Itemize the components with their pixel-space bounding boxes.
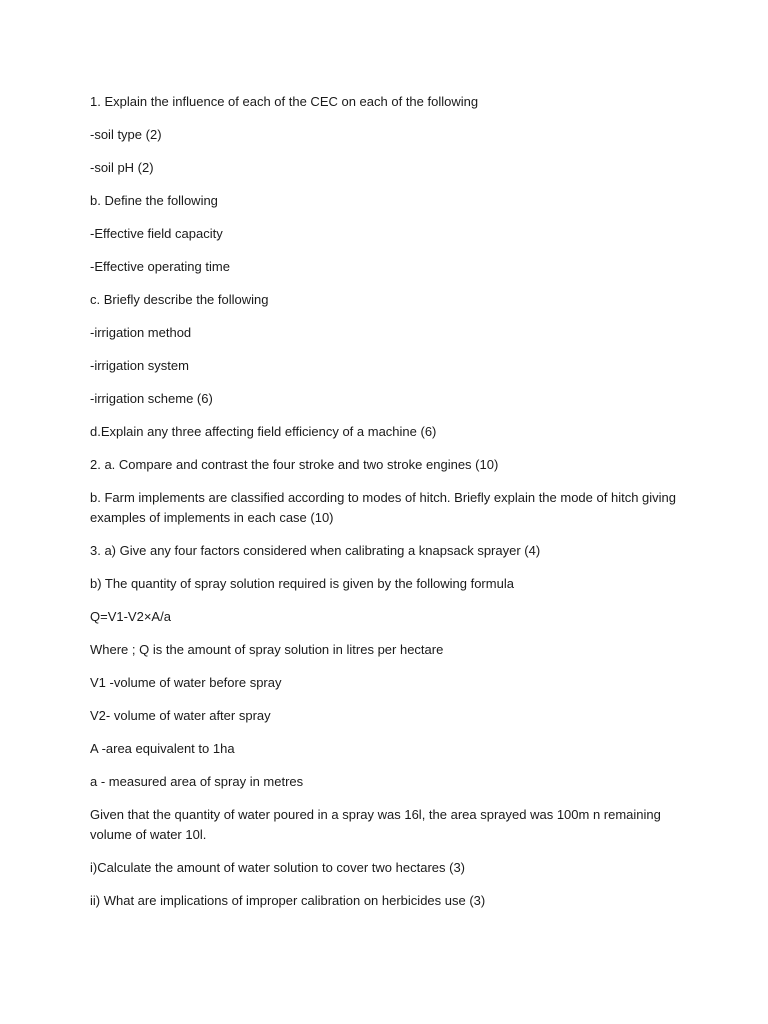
- document-page: [90, 92, 680, 924]
- question-2b: b. Farm implements are classified according to modes of hitch. Briefly explain the mode of hitch giving examples of implements in each case (10): [90, 490, 676, 525]
- formula: Q=V1-V2×A/a: [90, 609, 171, 624]
- formula-where-q: Where ; Q is the amount of spray solution in litres per hectare: [90, 642, 444, 657]
- item-irrigation-scheme: -irrigation scheme (6): [90, 391, 213, 406]
- formula-a-lower: a - measured area of spray in metres: [90, 774, 304, 789]
- item-soil-ph: -soil pH (2): [90, 160, 154, 175]
- item-effective-field-capacity: -Effective field capacity: [90, 226, 223, 241]
- question-3b-i: i)Calculate the amount of water solution to cover two hectares (3): [90, 860, 466, 875]
- formula-a-upper: A -area equivalent to 1ha: [90, 741, 235, 756]
- formula-v1: V1 -volume of water before spray: [90, 675, 282, 690]
- given-statement: Given that the quantity of water poured in a spray was 16l, the area sprayed was 100m n remaining volume of water 10l.: [90, 807, 661, 842]
- question-1c-heading: c. Briefly describe the following: [90, 292, 269, 307]
- item-irrigation-system: -irrigation system: [90, 358, 189, 373]
- question-3b: b) The quantity of spray solution required is given by the following formula: [90, 576, 514, 591]
- question-3a: 3. a) Give any four factors considered when calibrating a knapsack sprayer (4): [90, 543, 541, 558]
- item-soil-type: -soil type (2): [90, 127, 162, 142]
- question-2a: 2. a. Compare and contrast the four stroke and two stroke engines (10): [90, 457, 499, 472]
- question-3b-ii: ii) What are implications of improper calibration on herbicides use (3): [90, 893, 486, 908]
- item-irrigation-method: -irrigation method: [90, 325, 192, 340]
- formula-v2: V2- volume of water after spray: [90, 708, 271, 723]
- question-1d: d.Explain any three affecting field efficiency of a machine (6): [90, 424, 437, 439]
- question-1-heading: 1. Explain the influence of each of the CEC on each of the following: [90, 94, 479, 109]
- item-effective-operating-time: -Effective operating time: [90, 259, 230, 274]
- question-1b-heading: b. Define the following: [90, 193, 218, 208]
